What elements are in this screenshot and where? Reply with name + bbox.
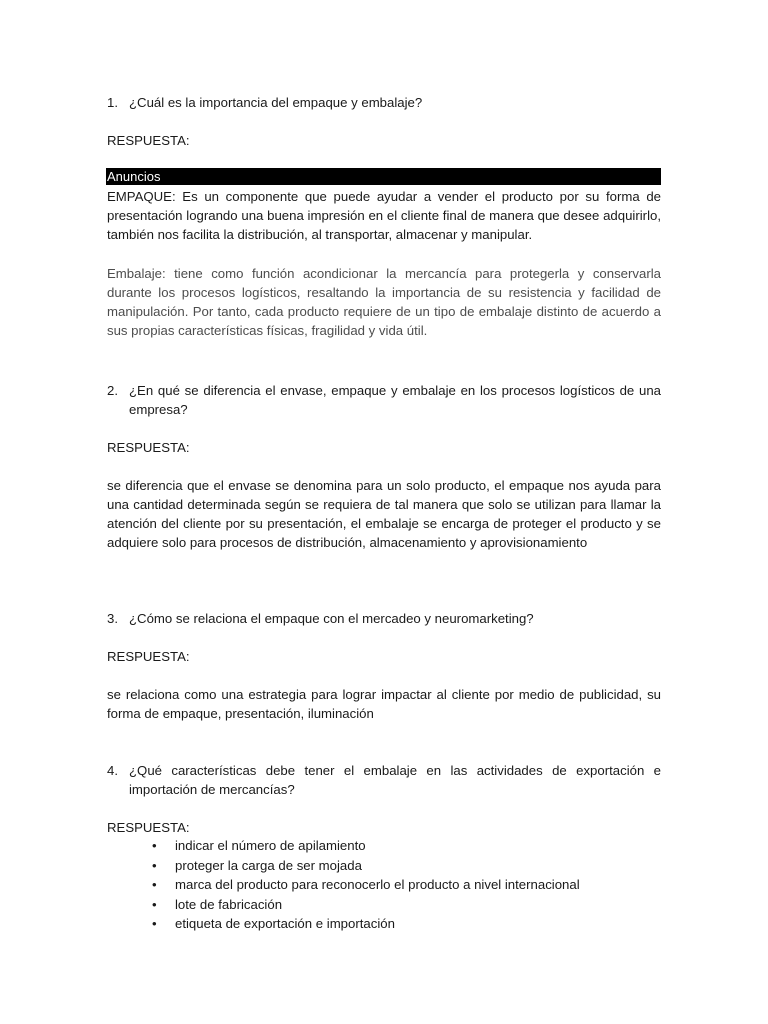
answer-label-3: RESPUESTA:: [107, 649, 190, 664]
question-2: [107, 381, 661, 419]
answer-1-empaque: EMPAQUE: Es un componente que puede ayudar a vender el producto por su forma de presentación logrando una buena impresión en el cliente final de manera que desee adquirirlo, también nos facilita la distribución, al transportar, almacenar y manipular.: [107, 189, 661, 242]
question-number: 4.: [107, 763, 118, 778]
question-4: [107, 761, 661, 799]
ads-banner[interactable]: Anuncios: [106, 168, 661, 185]
answer-3: se relaciona como una estrategia para lograr impactar al cliente por medio de publicidad, su forma de empaque, presentación, iluminación: [107, 687, 661, 721]
question-number: 1.: [107, 95, 118, 110]
list-item: • indicar el número de apilamiento: [150, 836, 650, 856]
question-number: 2.: [107, 383, 118, 398]
question-text: ¿En qué se diferencia el envase, empaque y embalaje en los procesos logísticos de una empresa?: [129, 383, 661, 417]
answer-label-4: RESPUESTA:: [107, 820, 190, 835]
answer-4-list: [150, 836, 650, 934]
question-1: [107, 93, 661, 112]
question-text: ¿Cómo se relaciona el empaque con el mercadeo y neuromarketing?: [129, 611, 534, 626]
list-item: • etiqueta de exportación e importación: [150, 914, 650, 934]
list-item: • proteger la carga de ser mojada: [150, 856, 650, 876]
question-3: [107, 609, 661, 628]
answer-label-2: RESPUESTA:: [107, 440, 190, 455]
answer-2: se diferencia que el envase se denomina para un solo producto, el empaque nos ayuda para una cantidad determinada según se requiera de tal manera que solo se utilizan para llamar la atención del cliente por su presentación, el embalaje se encarga de proteger el producto y se adquiere solo para procesos de distribución, almacenamiento y aprovisionamiento: [107, 478, 661, 550]
answer-1-embalaje: Embalaje: tiene como función acondicionar la mercancía para protegerla y conservarla durante los procesos logísticos, resaltando la importancia de su resistencia y facilidad de manipulación. Por tanto, cada producto requiere de un tipo de embalaje distinto de acuerdo a sus propias características físicas, fragilidad y vida útil.: [107, 266, 661, 338]
question-number: 3.: [107, 611, 118, 626]
list-item: • marca del producto para reconocerlo el producto a nivel internacional: [150, 875, 650, 895]
question-text: ¿Cuál es la importancia del empaque y embalaje?: [129, 95, 423, 110]
question-text: ¿Qué características debe tener el embalaje en las actividades de exportación e importación de mercancías?: [129, 763, 661, 797]
answer-label-1: RESPUESTA:: [107, 133, 190, 148]
list-item: • lote de fabricación: [150, 895, 650, 915]
